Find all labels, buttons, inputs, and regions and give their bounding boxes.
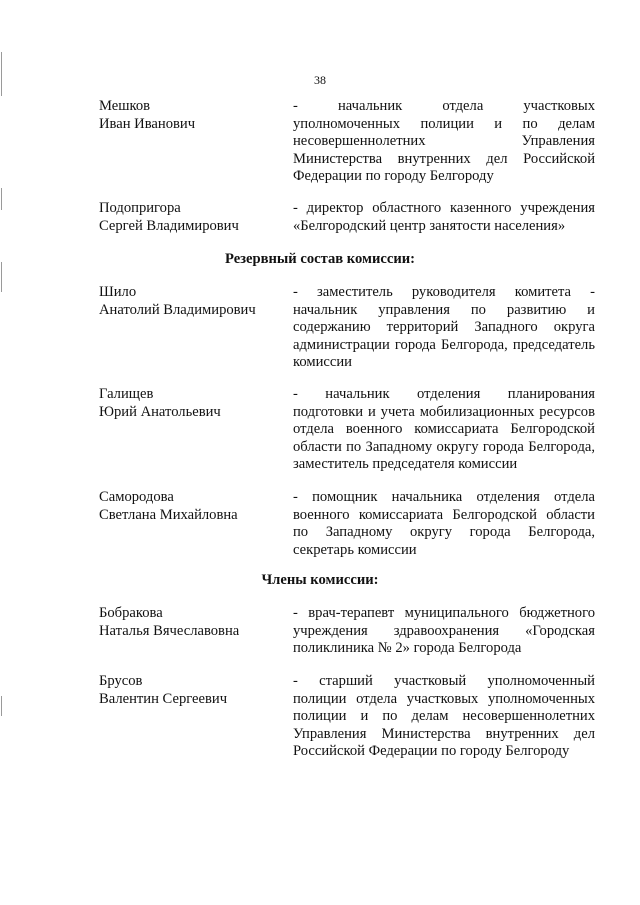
person-name bbox=[99, 98, 279, 133]
page-number: 38 bbox=[314, 73, 326, 87]
surname: Брусов bbox=[99, 673, 143, 689]
surname: Шило bbox=[99, 284, 137, 300]
position-description: - заместитель руководителя комитета - начальник управления по развитию и содержанию территорий Западного округа администрации города Белгорода, председатель комиссии bbox=[293, 284, 595, 371]
given-names: Валентин Сергеевич bbox=[99, 690, 228, 707]
given-names: Анатолий Владимирович bbox=[99, 301, 256, 318]
margin-mark bbox=[1, 188, 2, 210]
given-names: Наталья Вячеславовна bbox=[99, 622, 240, 639]
section-heading-reserve: Резервный состав комиссии: bbox=[224, 251, 416, 267]
surname: Галищев bbox=[99, 386, 154, 402]
person-name bbox=[99, 673, 279, 708]
surname: Мешков bbox=[99, 98, 151, 114]
position-description: - помощник начальника отделения отдела военного комиссариата Белгородской области по Западному округу города Белгорода, секретарь комиссии bbox=[293, 489, 595, 558]
position-description: - старший участковый уполномоченный полиции отдела участковых уполномоченных полиции и по делам несовершеннолетних Управления Министерства внутренних дел Российской Федерации по городу Белгороду bbox=[293, 673, 595, 760]
person-name bbox=[99, 605, 279, 640]
person-name bbox=[99, 489, 279, 524]
position-description: - директор областного казенного учреждения «Белгородский центр занятости населения» bbox=[293, 200, 595, 234]
surname: Подопригора bbox=[99, 200, 181, 216]
given-names: Юрий Анатольевич bbox=[99, 403, 221, 420]
given-names: Светлана Михайловна bbox=[99, 506, 238, 523]
person-name bbox=[99, 386, 279, 421]
section-heading-members: Члены комиссии: bbox=[261, 572, 379, 588]
margin-mark bbox=[1, 696, 2, 716]
person-name bbox=[99, 284, 279, 319]
person-name bbox=[99, 200, 279, 235]
surname: Бобракова bbox=[99, 605, 163, 621]
given-names: Сергей Владимирович bbox=[99, 217, 239, 234]
given-names: Иван Иванович bbox=[99, 115, 196, 132]
surname: Самородова bbox=[99, 489, 174, 505]
position-description: - начальник отдела участковых уполномоченных полиции и по делам несовершеннолетних Управления Министерства внутренних дел Российской Федерации по городу Белгороду bbox=[293, 98, 595, 185]
position-description: - врач-терапевт муниципального бюджетного учреждения здравоохранения «Городская поликлиника № 2» города Белгорода bbox=[293, 605, 595, 657]
position-description: - начальник отделения планирования подготовки и учета мобилизационных ресурсов отдела военного комиссариата Белгородской области по Западному округу города Белгорода, заместитель председателя комиссии bbox=[293, 386, 595, 473]
